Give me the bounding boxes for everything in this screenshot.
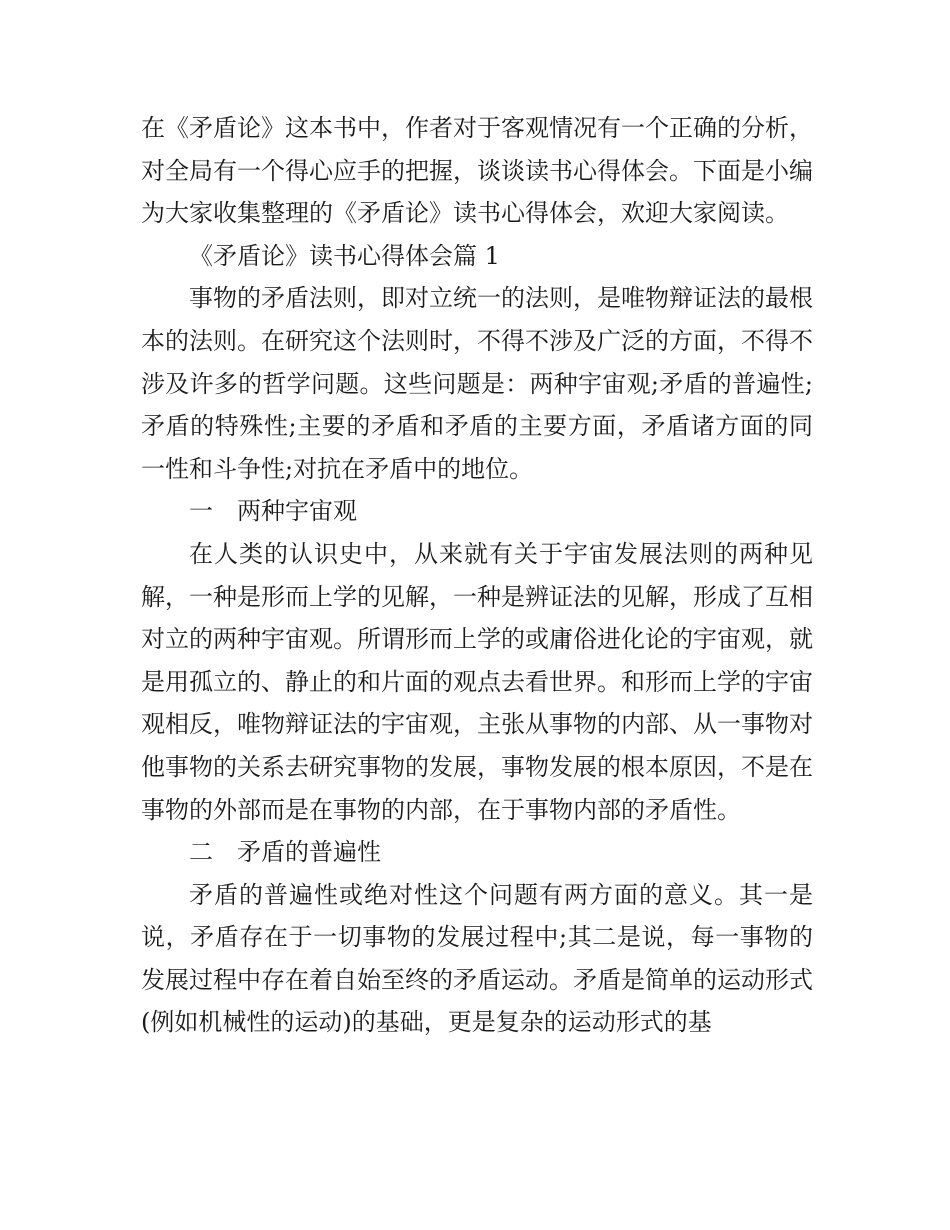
body-paragraph: 事物的矛盾法则，即对立统一的法则，是唯物辩证法的最根本的法则。在研究这个法则时，不得不涉及广泛的方面，不得不涉及许多的哲学问题。这些问题是：两种宇宙观;矛盾的普遍性;矛盾的特殊性;主要的矛盾和矛盾的主要方面，矛盾诸方面的同一性和斗争性;对抗在矛盾中的地位。 <box>141 284 813 483</box>
section-heading: 二 矛盾的普遍性 <box>189 838 381 867</box>
body-paragraph: 矛盾的普遍性或绝对性这个问题有两方面的意义。其一是说，矛盾存在于一切事物的发展过程中;其二是说，每一事物的发展过程中存在着自始至终的矛盾运动。矛盾是简单的运动形式(例如机械性的运动)的基础，更是复杂的运动形式的基 <box>141 880 813 1037</box>
intro-paragraph: 在《矛盾论》这本书中，作者对于客观情况有一个正确的分析，对全局有一个得心应手的把握，谈谈读书心得体会。下面是小编为大家收集整理的《矛盾论》读书心得体会，欢迎大家阅读。 <box>141 114 813 228</box>
body-paragraph: 在人类的认识史中，从来就有关于宇宙发展法则的两种见解，一种是形而上学的见解，一种是辨证法的见解，形成了互相对立的两种宇宙观。所谓形而上学的或庸俗进化论的宇宙观，就是用孤立的、静止的和片面的观点去看世界。和形而上学的宇宙观相反，唯物辩证法的宇宙观，主张从事物的内部、从一事物对他事物的关系去研究事物的发展，事物发展的根本原因，不是在事物的外部而是在事物的内部，在于事物内部的矛盾性。 <box>141 539 813 824</box>
document-body <box>141 107 813 1044</box>
section-heading: 一 两种宇宙观 <box>189 497 357 526</box>
article-heading: 《矛盾论》读书心得体会篇 1 <box>189 241 500 270</box>
